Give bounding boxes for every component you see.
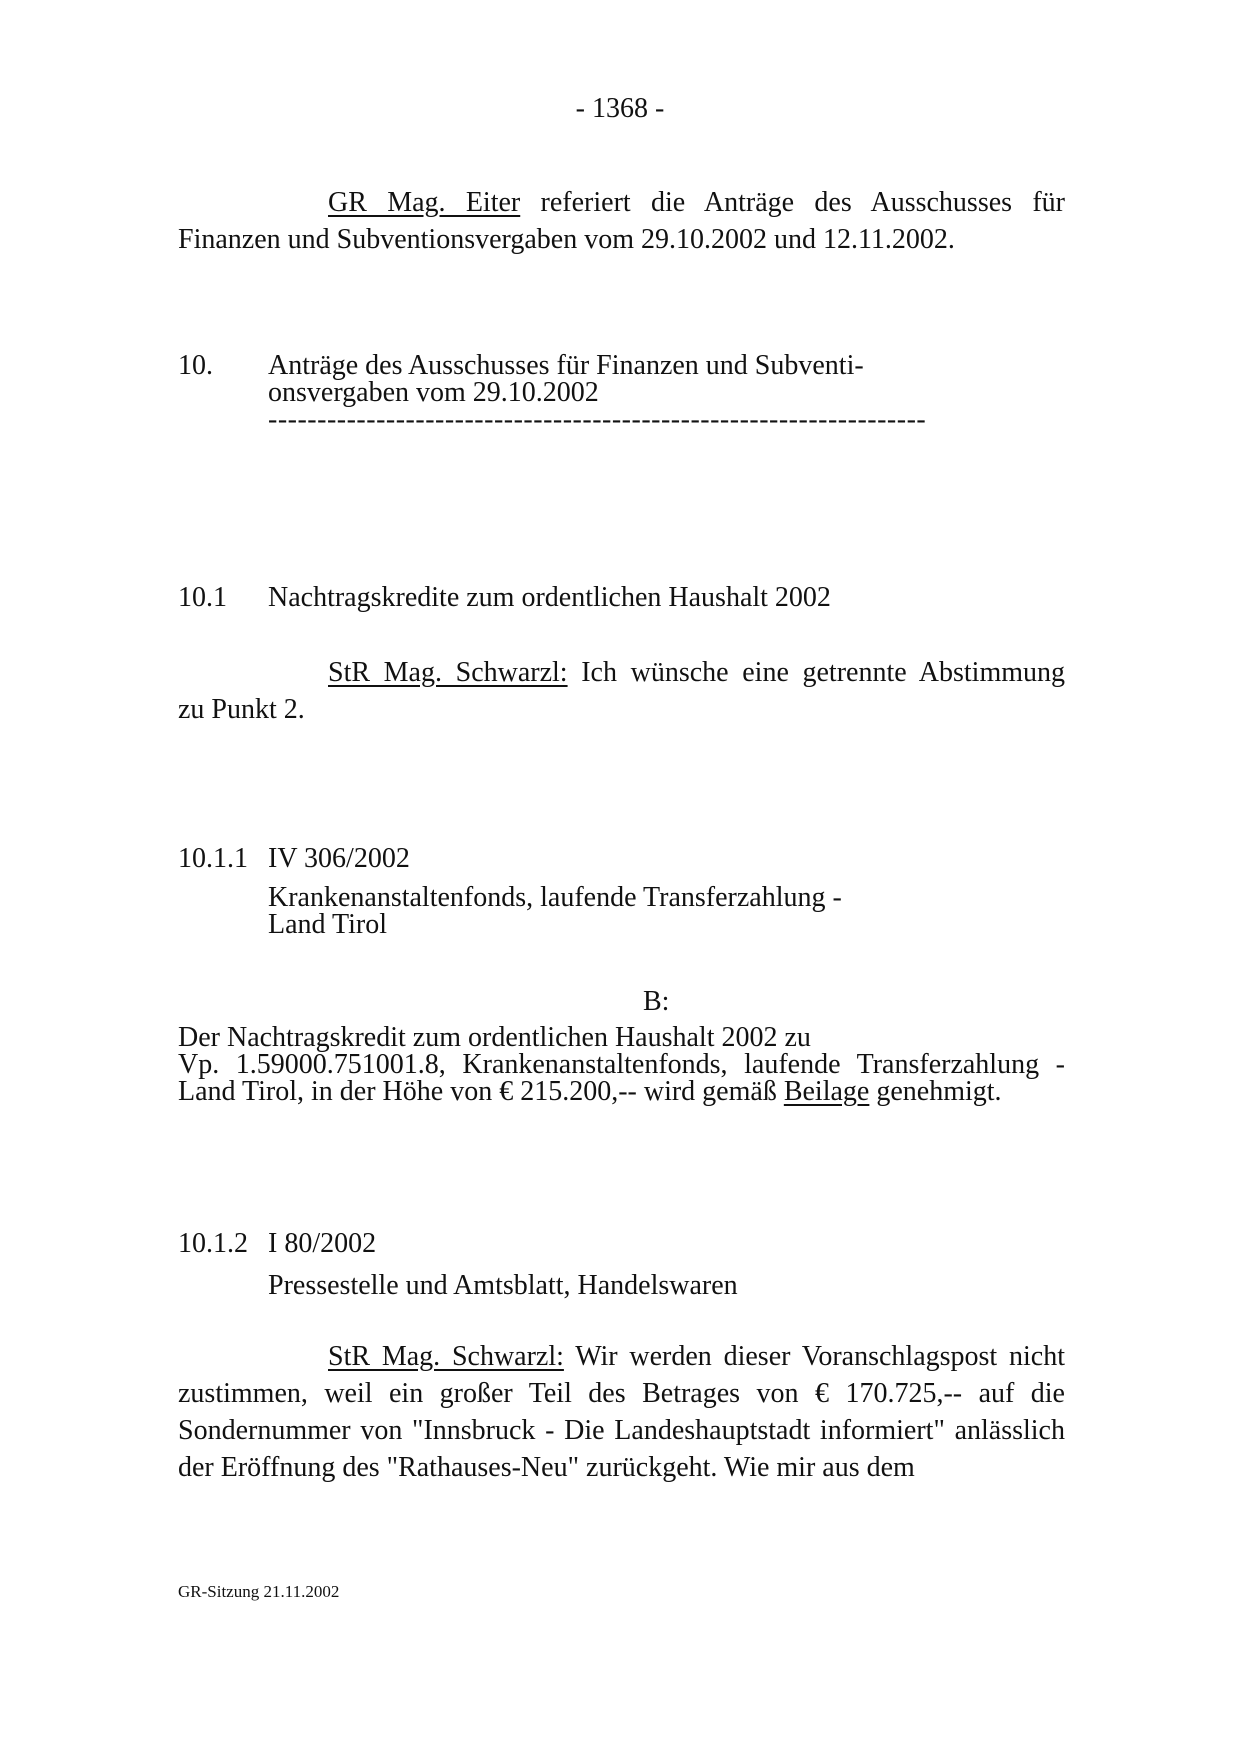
section-10-1-1-number: 10.1.1 [178,843,248,874]
intro-paragraph [178,184,1065,258]
section-10-1-1-desc-line2: Land Tirol [268,909,388,940]
decision-line1: Der Nachtragskredit zum ordentlichen Haushalt 2002 zu [178,1022,811,1053]
section-10-1-number: 10.1 [178,582,227,613]
intro-text: referiert die Anträge des Ausschusses für Finanzen und Subventionsvergaben vom 29.10.2002 und 12.11.2002. [178,187,1065,255]
schwarzl-statement-2 [178,1338,1065,1486]
section-10-title-line2: onsvergaben vom 29.10.2002 [268,377,599,408]
statement-2-text: Wir werden dieser Voranschlagspost nicht zustimmen, weil ein großer Teil des Betrages von € 170.725,-- auf die Sondernummer von "Innsbruck - Die Landeshauptstadt informiert" anlässlich der Eröffnung des "Rathauses-Neu" zurückgeht. Wie mir aus dem [178,1341,1065,1483]
section-10-1-1-desc [268,884,908,938]
section-10-title [268,350,927,435]
section-10-number: 10. [178,350,213,381]
section-10-1-2-desc: Pressestelle und Amtsblatt, Handelswaren [268,1270,738,1301]
section-10-1-2-number: 10.1.2 [178,1228,248,1259]
page-number: - 1368 - [575,93,665,124]
footer: GR-Sitzung 21.11.2002 [178,1582,340,1601]
beilage-link[interactable]: Beilage [783,1076,870,1107]
section-10-1-title: Nachtragskredite zum ordentlichen Haushalt 2002 [268,582,831,613]
decision-line3 [178,1078,1065,1105]
schwarzl-statement-1 [178,654,1065,728]
section-10-dashes: ------------------------------------------------------------------- [268,404,927,435]
decision-label: B: [643,986,670,1017]
decision-line3-pre: Land Tirol, in der Höhe von € 215.200,-- wird gemäß [178,1076,784,1107]
decision-text [178,1024,1065,1105]
speaker-schwarzl-1: StR Mag. Schwarzl: [328,657,568,688]
decision-line3-post: genehmigt. [869,1076,1002,1107]
statement-1-line2: zu Punkt 2. [178,694,305,725]
statement-1-line1: Ich wünsche eine getrennte Abstimmung [567,657,1066,688]
section-10-1-1-desc-line1: Krankenanstaltenfonds, laufende Transferzahlung - [268,882,842,913]
section-10-1-1-code: IV 306/2002 [268,843,410,874]
speaker-schwarzl-2: StR Mag. Schwarzl: [328,1341,564,1372]
section-10-1-2-code: I 80/2002 [268,1228,377,1259]
decision-line2: Vp. 1.59000.751001.8, Krankenanstaltenfonds, laufende Transferzahlung - [178,1049,1065,1080]
speaker-eiter: GR Mag. Eiter [328,187,521,218]
section-10-title-line1: Anträge des Ausschusses für Finanzen und Subventi- [268,350,864,381]
